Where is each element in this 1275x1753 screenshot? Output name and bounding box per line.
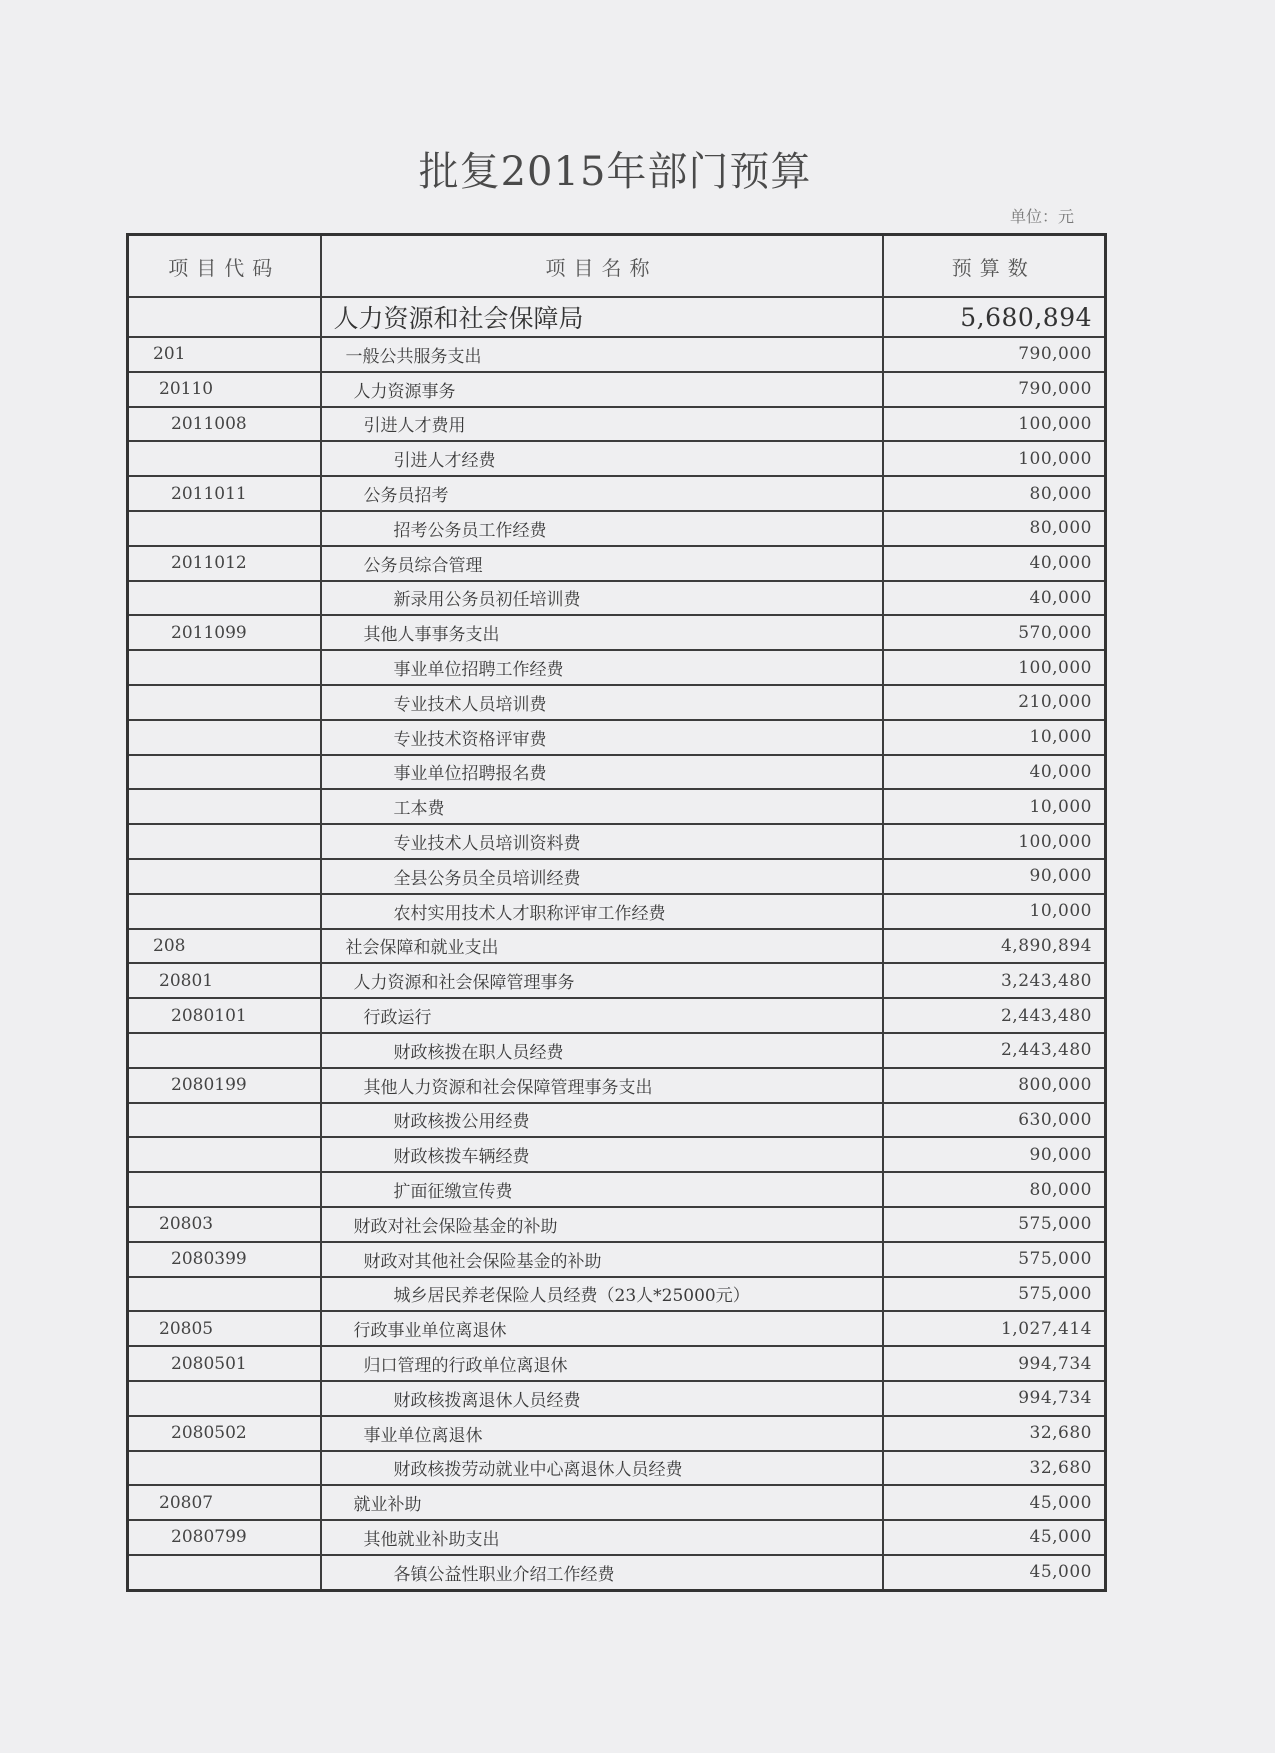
row-code [128,1555,321,1590]
table-body [128,297,1106,1590]
row-name: 事业单位招聘工作经费 [321,650,883,685]
row-code: 20801 [128,963,321,998]
row-name: 人力资源和社会保障管理事务 [321,963,883,998]
table-row [128,1311,1106,1346]
header-amount: 预算数 [883,235,1106,298]
department-amount: 5,680,894 [883,297,1106,337]
row-code [128,511,321,546]
row-amount: 80,000 [883,511,1106,546]
table-row [128,1068,1106,1103]
row-code: 201 [128,337,321,372]
table-row [128,476,1106,511]
row-name: 事业单位离退休 [321,1416,883,1451]
row-name: 归口管理的行政单位离退休 [321,1346,883,1381]
row-name: 工本费 [321,789,883,824]
table-row [128,1346,1106,1381]
table-row [128,546,1106,581]
row-amount: 2,443,480 [883,998,1106,1033]
row-code: 2080502 [128,1416,321,1451]
table-row [128,1242,1106,1277]
row-code: 2080799 [128,1520,321,1555]
row-amount: 45,000 [883,1485,1106,1520]
row-code [128,755,321,790]
row-code: 20110 [128,372,321,407]
row-amount: 40,000 [883,546,1106,581]
row-code [128,1172,321,1207]
table-row [128,963,1106,998]
table-row [128,1033,1106,1068]
row-name: 财政对社会保险基金的补助 [321,1207,883,1242]
table-row [128,824,1106,859]
row-amount: 100,000 [883,650,1106,685]
row-name: 公务员招考 [321,476,883,511]
table-row [128,998,1106,1033]
row-code: 2080501 [128,1346,321,1381]
row-name: 财政对其他社会保险基金的补助 [321,1242,883,1277]
row-name: 事业单位招聘报名费 [321,755,883,790]
row-name: 新录用公务员初任培训费 [321,581,883,616]
row-name: 公务员综合管理 [321,546,883,581]
department-name: 人力资源和社会保障局 [321,297,883,337]
row-amount: 45,000 [883,1520,1106,1555]
row-amount: 630,000 [883,1103,1106,1138]
row-name: 行政运行 [321,998,883,1033]
row-amount: 40,000 [883,581,1106,616]
budget-table [126,233,1107,1592]
row-code [128,650,321,685]
row-code: 2080399 [128,1242,321,1277]
table-row [128,581,1106,616]
table-row [128,441,1106,476]
table-row [128,1416,1106,1451]
row-amount: 40,000 [883,755,1106,790]
row-amount: 90,000 [883,859,1106,894]
row-amount: 570,000 [883,615,1106,650]
row-name: 各镇公益性职业介绍工作经费 [321,1555,883,1590]
row-code: 20805 [128,1311,321,1346]
table-row [128,1137,1106,1172]
row-name: 专业技术人员培训费 [321,685,883,720]
row-amount: 80,000 [883,476,1106,511]
table-row [128,1381,1106,1416]
row-name: 其他人事事务支出 [321,615,883,650]
row-name: 财政核拨劳动就业中心离退休人员经费 [321,1451,883,1486]
row-amount: 575,000 [883,1242,1106,1277]
row-amount: 800,000 [883,1068,1106,1103]
row-code: 208 [128,929,321,964]
row-name: 就业补助 [321,1485,883,1520]
document-title: 批复2015年部门预算 [418,149,812,195]
row-name: 专业技术人员培训资料费 [321,824,883,859]
table-row [128,720,1106,755]
row-code [128,1381,321,1416]
table-row [128,511,1106,546]
row-name: 财政核拨车辆经费 [321,1137,883,1172]
row-amount: 10,000 [883,894,1106,929]
row-code [128,824,321,859]
department-row [128,297,1106,337]
table-row [128,407,1106,442]
header-name: 项目名称 [321,235,883,298]
row-code: 2011008 [128,407,321,442]
row-code [128,441,321,476]
table-row [128,755,1106,790]
row-code: 2080101 [128,998,321,1033]
row-name: 行政事业单位离退休 [321,1311,883,1346]
row-amount: 1,027,414 [883,1311,1106,1346]
unit-label: 单位：元 [1010,207,1075,226]
row-name: 专业技术资格评审费 [321,720,883,755]
row-code: 2011011 [128,476,321,511]
row-name: 其他人力资源和社会保障管理事务支出 [321,1068,883,1103]
row-code [128,1103,321,1138]
row-code [128,685,321,720]
row-name: 财政核拨离退休人员经费 [321,1381,883,1416]
row-amount: 790,000 [883,337,1106,372]
table-row [128,1555,1106,1590]
row-name: 引进人才经费 [321,441,883,476]
table-row [128,894,1106,929]
table-row [128,1520,1106,1555]
table-row [128,1485,1106,1520]
row-amount: 994,734 [883,1346,1106,1381]
table-header-row [128,235,1106,298]
row-code [128,1137,321,1172]
row-amount: 32,680 [883,1416,1106,1451]
row-code [128,789,321,824]
row-name: 引进人才费用 [321,407,883,442]
row-code: 2011012 [128,546,321,581]
row-name: 农村实用技术人才职称评审工作经费 [321,894,883,929]
row-code [128,581,321,616]
row-name: 扩面征缴宣传费 [321,1172,883,1207]
row-code [128,859,321,894]
table-row [128,1172,1106,1207]
table-row [128,372,1106,407]
row-code [128,720,321,755]
row-amount: 3,243,480 [883,963,1106,998]
table-row [128,615,1106,650]
row-amount: 100,000 [883,441,1106,476]
row-amount: 100,000 [883,407,1106,442]
row-code: 20807 [128,1485,321,1520]
row-name: 社会保障和就业支出 [321,929,883,964]
table-row [128,1451,1106,1486]
table-row [128,789,1106,824]
row-code [128,1033,321,1068]
row-name: 财政核拨公用经费 [321,1103,883,1138]
row-name: 其他就业补助支出 [321,1520,883,1555]
row-name: 全县公务员全员培训经费 [321,859,883,894]
table-row [128,859,1106,894]
row-amount: 90,000 [883,1137,1106,1172]
table-row [128,685,1106,720]
row-code: 20803 [128,1207,321,1242]
table-row [128,929,1106,964]
row-amount: 2,443,480 [883,1033,1106,1068]
department-code [128,297,321,337]
row-amount: 45,000 [883,1555,1106,1590]
row-code: 2011099 [128,615,321,650]
row-name: 城乡居民养老保险人员经费（23人*25000元） [321,1277,883,1312]
row-amount: 10,000 [883,720,1106,755]
row-code [128,1451,321,1486]
table-row [128,650,1106,685]
row-code [128,1277,321,1312]
row-name: 招考公务员工作经费 [321,511,883,546]
row-amount: 80,000 [883,1172,1106,1207]
row-amount: 100,000 [883,824,1106,859]
table-row [128,1277,1106,1312]
row-amount: 790,000 [883,372,1106,407]
row-amount: 994,734 [883,1381,1106,1416]
header-code: 项目代码 [128,235,321,298]
row-name: 人力资源事务 [321,372,883,407]
row-code [128,894,321,929]
table-row [128,337,1106,372]
row-amount: 32,680 [883,1451,1106,1486]
row-amount: 575,000 [883,1277,1106,1312]
row-amount: 4,890,894 [883,929,1106,964]
row-amount: 575,000 [883,1207,1106,1242]
row-amount: 210,000 [883,685,1106,720]
table-row [128,1103,1106,1138]
row-amount: 10,000 [883,789,1106,824]
row-name: 财政核拨在职人员经费 [321,1033,883,1068]
row-code: 2080199 [128,1068,321,1103]
table-row [128,1207,1106,1242]
row-name: 一般公共服务支出 [321,337,883,372]
